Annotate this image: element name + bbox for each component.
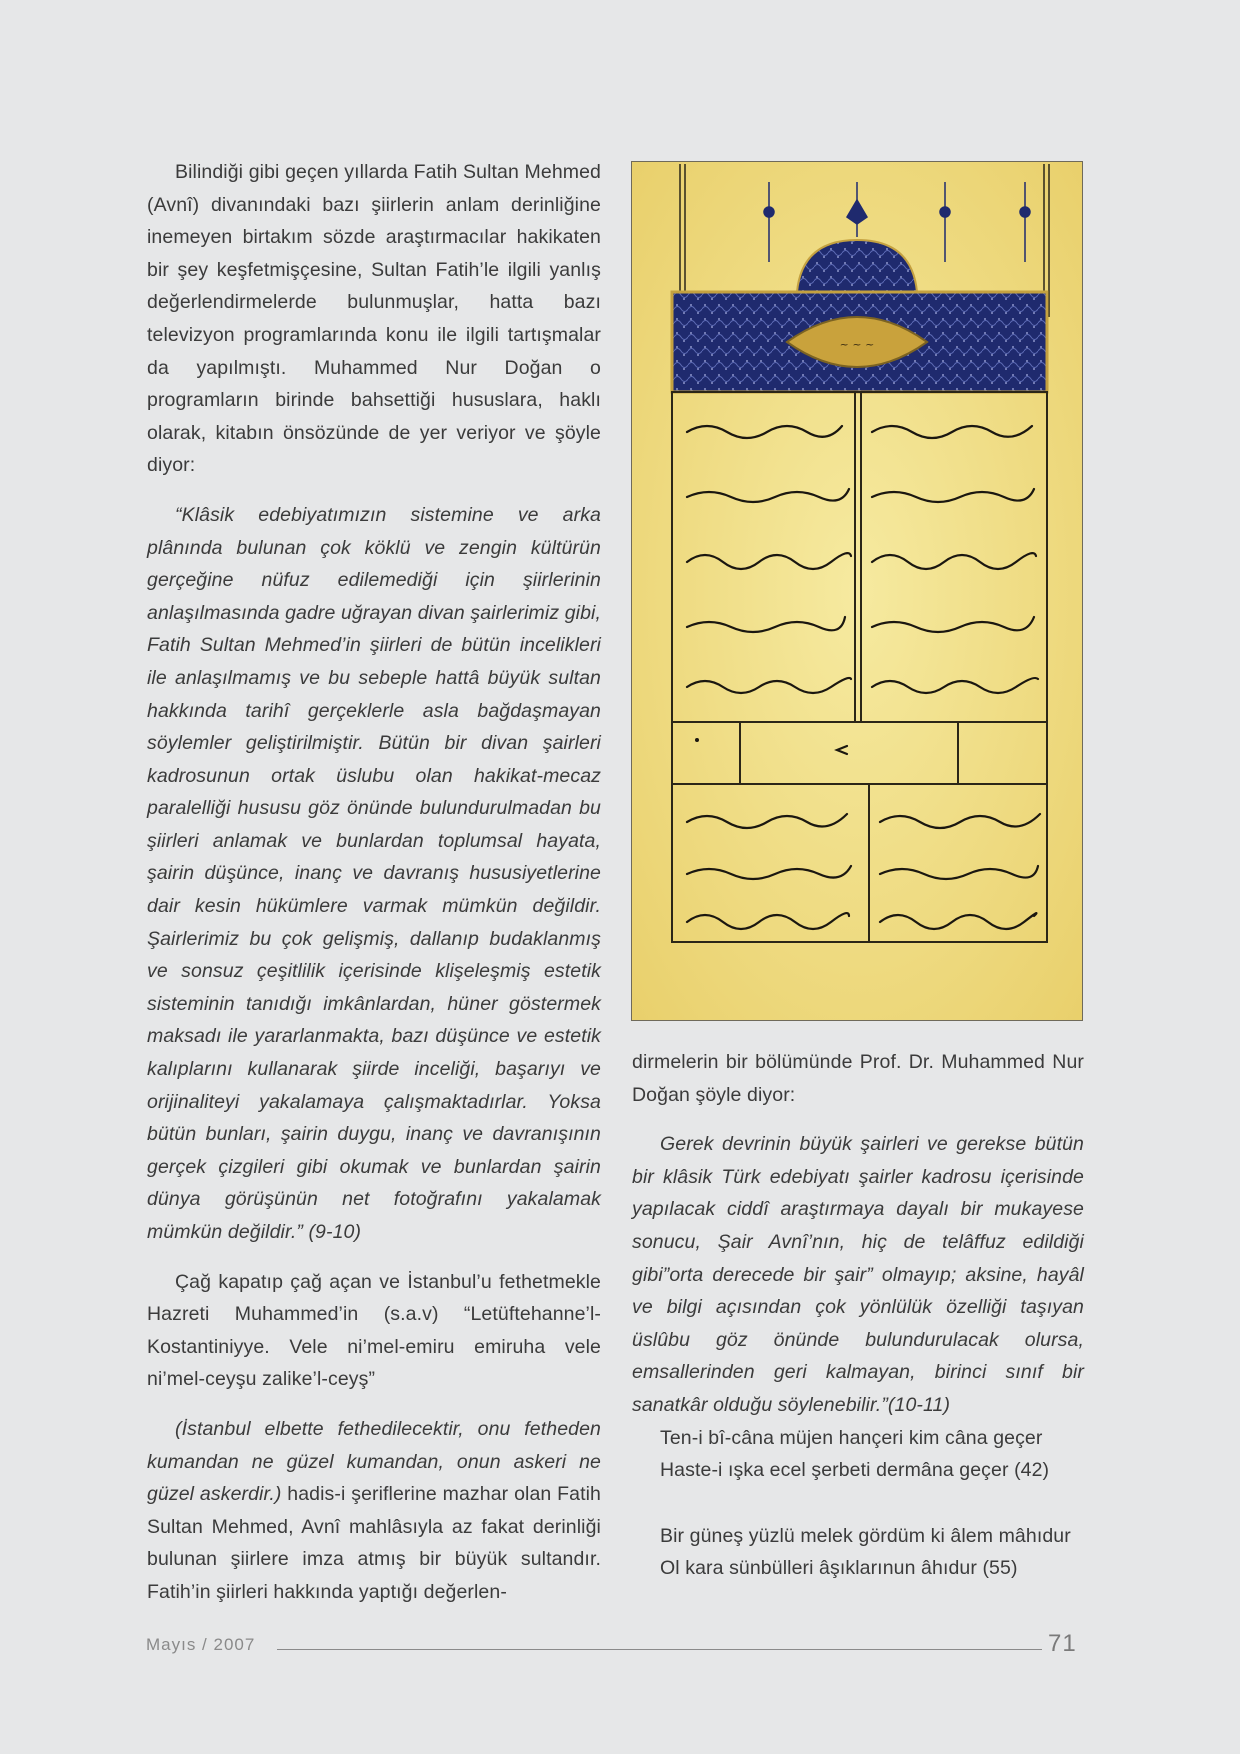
quote-paragraph-2: Gerek devrinin büyük şairleri ve gerekse bütün bir klâsik Türk edebiyatı şairler kadrosu içerisinde yapılacak ciddî araştırmaya dayalı bir mukayese sonucu, Şair Avnî’nın, hiç de telâffuz edildiği gibi”orta derecede bir şair” olmayıp; aksine, hayâl ve bilgi açısından çok yönlülük özelliği taşıyan üslûbu göz önünde bulundurulacak olursa, emsallerinden geri kalmayan, birinci sınıf bir sanatkâr olduğu söylenebilir.”(10-11) — [632, 1133, 1084, 1416]
hadith-paragraph: Çağ kapatıp çağ açan ve İstanbul’u fethetmekle Hazreti Muhammed’in (s.a.v) “Letüftehanne’l-Kostantiniyye. Vele ni’mel-emiru emiruha vele ni’mel-ceyşu zalike’l-ceyş” — [147, 1270, 601, 1391]
right-column — [632, 1046, 1084, 1585]
manuscript-illustration — [632, 162, 1082, 1020]
page-number: 71 — [1048, 1630, 1077, 1657]
left-column — [147, 156, 601, 1609]
verse-2-line-2: Ol kara sünbülleri âşıklarınun âhıdur (55) — [660, 1557, 1018, 1580]
svg-text:~ ~ ~: ~ ~ ~ — [839, 338, 875, 351]
verse-1-line-2: Haste-i ışka ecel şerbeti dermâna geçer (42) — [660, 1459, 1050, 1482]
continuation-paragraph: dirmelerin bir bölümünde Prof. Dr. Muhammed Nur Doğan şöyle diyor: — [632, 1051, 1084, 1106]
hadith-translation: (İstanbul elbette fethedilecektir, onu fetheden kumandan ne güzel kumandan, onun askeri ne güzel askerdir.) — [147, 1417, 601, 1506]
hadith-translation-paragraph — [147, 1413, 601, 1609]
footer-divider — [277, 1649, 1042, 1650]
footer-issue-date: Mayıs / 2007 — [146, 1635, 256, 1654]
intro-paragraph: Bilindiği gibi geçen yıllarda Fatih Sultan Mehmed (Avnî) divanındaki bazı şiirlerin anlam derinliğine inemeyen birtakım sözde araştırmacılar hakikaten bir şey keşfetmişçesine, Sultan Fatih’le ilgili yanlış değerlendirmelerde bulunmuşlar, hatta bazı televizyon programlarında konu ile ilgili tartışmalar da yapılmıştı. Muhammed Nur Doğan o programların birinde bahsettiği hususlara, haklı olarak, kitabın önsözünde de yer veriyor ve şöyle diyor: — [147, 161, 601, 477]
verse-2-line-1: Bir güneş yüzlü melek gördüm ki âlem mâhıdur — [660, 1524, 1071, 1547]
hadith-continuation: hadis-i şeriflerine mazhar olan Fatih Sultan Mehmed, Avnî mahlâsıyla az fakat derinliği bulunan şiirlere imza atmış bir büyük sultandır. Fatih’in şiirleri hakkında yaptığı değerlen- — [147, 1483, 601, 1603]
manuscript-image — [631, 161, 1083, 1021]
quote-paragraph: “Klâsik edebiyatımızın sistemine ve arka plânında bulunan çok köklü ve zengin kültürün gerçeğine nüfuz edilemediği için şiirlerinin anlaşılmasında gadre uğrayan divan şairlerimiz gibi, Fatih Sultan Mehmed’in şiirleri de bütün incelikleri ile anlaşılmamış ve bu sebeple hattâ büyük sultan hakkında tarihî gerçeklerle asla bağdaşmayan söylemler geliştirilmiştir. Bütün bir divan şairleri kadrosunun ortak üslubu olan hakikat-mecaz paralelliği hususu göz önünde bulundurulmadan bu şiirleri anlamak ve bunlardan toplumsal hayata, şairin düşünce, inanç ve davranış hususiyetlerine dair kesin hükümlere varmak mümkün değildir. Şairlerimiz bu çok gelişmiş, dallanıp budaklanmış ve sonsuz çeşitlilik içerisinde klişeleşmiş estetik sisteminin tanıdığı imkânlardan, hüner göstermek maksadı ile yararlanmakta, bazı düşünce ve estetik kalıplarını kullanarak şiirde inceliği, başarıyı ve orijinaliteyi yakalamaya çalışmaktadırlar. Yoksa bütün bunları, şairin duygu, inanç ve davranışının gerçek çizgileri gibi okumak ve bunlardan şairin dünya görüşünün net fotoğrafını yakalamak mümkün değildir.” (9-10) — [147, 503, 601, 1243]
verse-1-line-1: Ten-i bî-câna müjen hançeri kim câna geçer — [660, 1426, 1043, 1449]
